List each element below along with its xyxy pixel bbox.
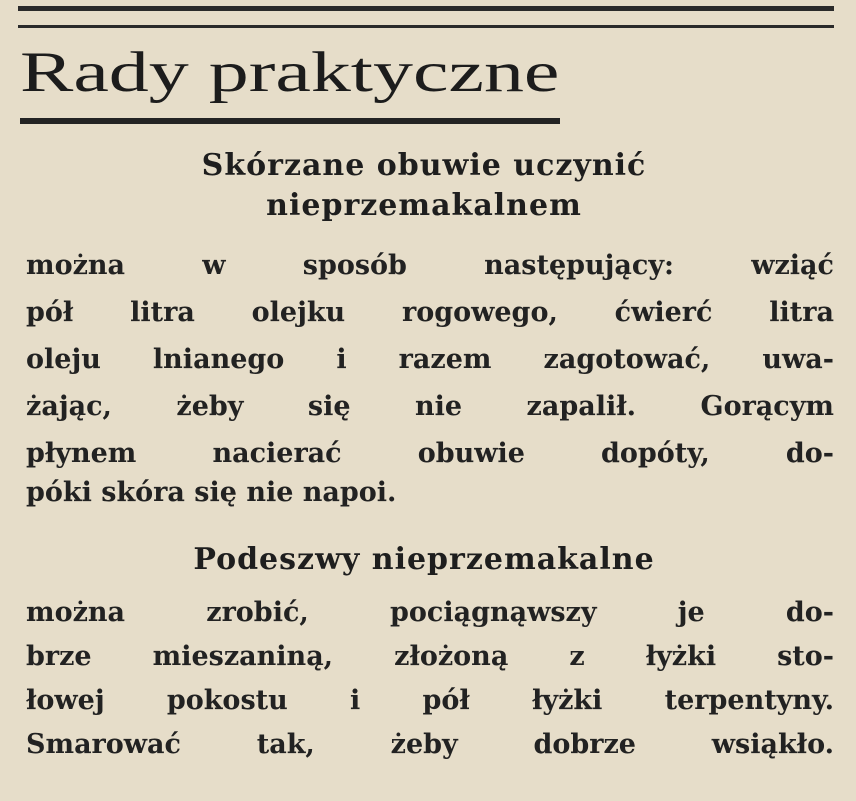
- section-2-body-line: brze mieszaniną, złożoną z łyżki sto-: [26, 641, 834, 672]
- section-1-body-line: płynem nacierać obuwie dopóty, do-: [26, 438, 834, 469]
- section-1-body-line: można w sposób następujący: wziąć: [26, 250, 834, 281]
- section-1-body-line: pół litra olejku rogowego, ćwierć litra: [26, 297, 834, 328]
- section-2-body-line: łowej pokostu i pół łyżki terpentyny.: [26, 685, 834, 716]
- section-2-body-line: można zrobić, pociągnąwszy je do-: [26, 597, 834, 628]
- section-2-title: Podeszwy nieprzemakalne: [193, 542, 655, 577]
- title-underline: [20, 118, 560, 124]
- section-1-title-line-1: Skórzane obuwie uczynić: [201, 148, 647, 183]
- section-1-body-line: żając, żeby się nie zapalił. Gorącym: [26, 391, 834, 422]
- top-rule: [18, 6, 834, 28]
- section-2-body-line: Smarować tak, żeby dobrze wsiąkło.: [26, 729, 834, 760]
- section-1-body-line: oleju lnianego i razem zagotować, uwa-: [26, 344, 834, 375]
- section-1-body-line: póki skóra się nie napoi.: [26, 477, 397, 508]
- section-1-title-line-2: nieprzemakalnem: [266, 188, 582, 223]
- page-title: Rady praktyczne: [20, 41, 560, 104]
